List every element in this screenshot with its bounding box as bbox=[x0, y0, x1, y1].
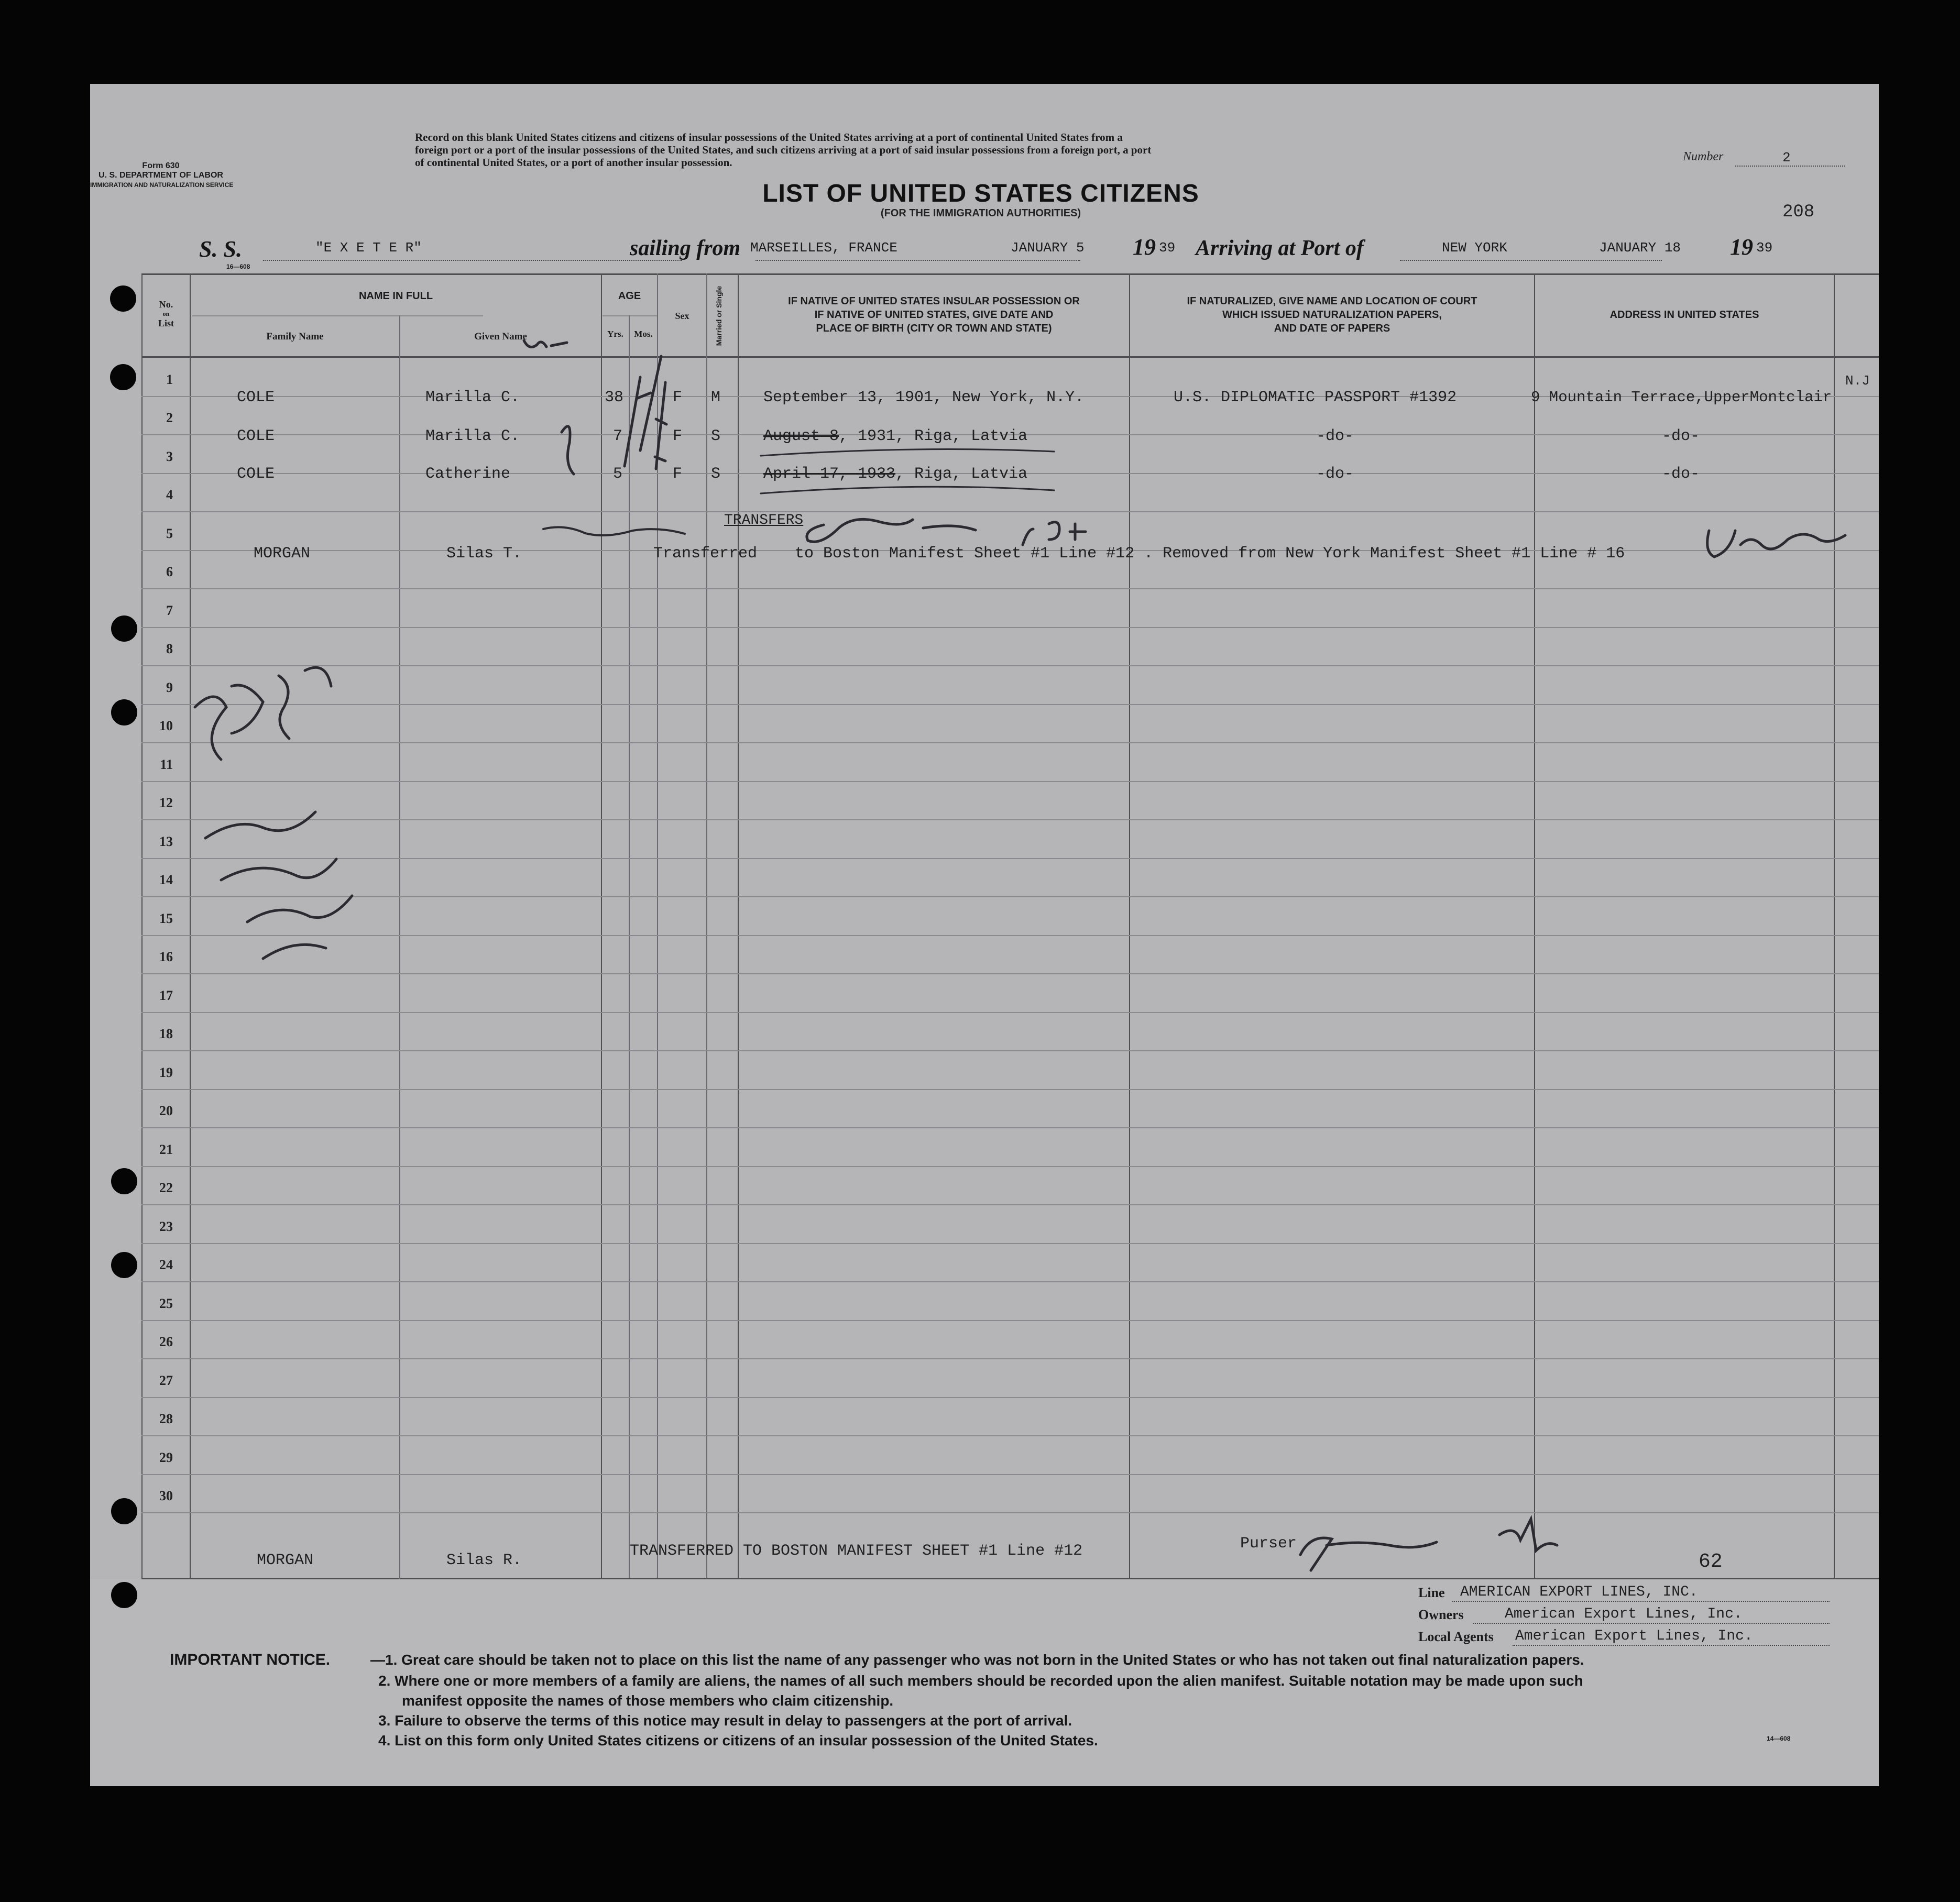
birth-text: , Riga, Latvia bbox=[895, 465, 1028, 483]
passenger-age-years: 7 bbox=[613, 427, 623, 445]
col-header-yrs: Yrs. bbox=[607, 329, 623, 339]
initials-scrawl bbox=[807, 519, 976, 542]
passenger-given-name: Catherine bbox=[425, 465, 511, 483]
line-number: 11 bbox=[160, 757, 173, 772]
transfer-family-name: MORGAN bbox=[254, 545, 311, 563]
agents-value: American Export Lines, Inc. bbox=[1515, 1628, 1753, 1644]
passenger-naturalization: U.S. DIPLOMATIC PASSPORT #1392 bbox=[1174, 389, 1457, 406]
margin-signature bbox=[195, 667, 331, 760]
page-subtitle: (FOR THE IMMIGRATION AUTHORITIES) bbox=[880, 207, 1081, 219]
passenger-address: 9 Mountain Terrace,UpperMontclair bbox=[1531, 389, 1832, 406]
line-number: 22 bbox=[159, 1180, 173, 1195]
form-number: Form 630 bbox=[142, 161, 180, 170]
sailing-label: sailing from bbox=[630, 236, 741, 260]
header-text: WHICH ISSUED NATURALIZATION PAPERS, bbox=[1222, 309, 1442, 321]
strike-marks bbox=[761, 449, 1054, 494]
agents-label: Local Agents bbox=[1418, 1629, 1494, 1644]
notice-item: 4. List on this form only United States citizens or citizens of an insular possession of the United States. bbox=[378, 1732, 1098, 1749]
from-port: MARSEILLES, FRANCE bbox=[750, 240, 897, 256]
line-number: 20 bbox=[159, 1103, 173, 1118]
margin-signature bbox=[205, 812, 352, 959]
line-number: 5 bbox=[166, 526, 173, 541]
page-count: 62 bbox=[1699, 1551, 1723, 1573]
line-number: 23 bbox=[159, 1219, 173, 1234]
line-number: 2 bbox=[166, 410, 173, 425]
arrival-year-prefix: 19 bbox=[1730, 234, 1753, 260]
punch-hole bbox=[111, 1252, 137, 1278]
col-header-address: ADDRESS IN UNITED STATES bbox=[1609, 309, 1759, 321]
line-value: AMERICAN EXPORT LINES, INC. bbox=[1460, 1584, 1698, 1600]
instruction-line: of continental United States, or a port of another insular possession. bbox=[415, 156, 732, 169]
purser-label: Purser bbox=[1240, 1535, 1297, 1553]
line-number: 10 bbox=[159, 718, 173, 733]
birth-struck-text: April 17, 1933 bbox=[763, 465, 896, 483]
col-header-mos: Mos. bbox=[634, 329, 653, 339]
arrival-date: JANUARY 18 bbox=[1599, 240, 1681, 256]
age-checkmarks bbox=[655, 382, 666, 469]
time-annotation bbox=[1023, 522, 1086, 545]
transfer-given-name: Silas T. bbox=[446, 545, 522, 563]
punch-hole bbox=[111, 1168, 137, 1194]
line-number: 19 bbox=[159, 1065, 173, 1080]
line-number: 3 bbox=[166, 449, 173, 464]
ship-name: "E X E T E R" bbox=[315, 240, 422, 256]
passenger-address: -do- bbox=[1662, 465, 1700, 483]
passenger-marital-status: S bbox=[711, 427, 721, 445]
margin-initials bbox=[1707, 531, 1845, 557]
line-number: 9 bbox=[166, 680, 173, 695]
line-number: 14 bbox=[159, 872, 173, 887]
passenger-age-years: 38 bbox=[605, 389, 624, 406]
passenger-address: -do- bbox=[1662, 427, 1700, 445]
line-number: 30 bbox=[159, 1488, 173, 1503]
passenger-given-name: Marilla C. bbox=[425, 389, 520, 406]
passenger-family-name: COLE bbox=[237, 427, 275, 445]
passenger-family-name: COLE bbox=[237, 465, 275, 483]
purser-signature bbox=[1300, 1538, 1437, 1570]
punch-hole bbox=[111, 1582, 137, 1608]
sail-date: JANUARY 5 bbox=[1011, 240, 1085, 256]
line-number: 15 bbox=[159, 911, 173, 926]
header-text: IF NATIVE OF UNITED STATES, GIVE DATE AND bbox=[814, 309, 1054, 321]
birth-text: , 1931, Riga, Latvia bbox=[839, 427, 1028, 445]
number-value: 2 bbox=[1782, 150, 1791, 166]
col-header-name-in-full: NAME IN FULL bbox=[358, 290, 433, 302]
age-checkmarks bbox=[625, 356, 661, 466]
transfers-heading: TRANSFERS bbox=[724, 512, 804, 529]
header-text: IF NATURALIZED, GIVE NAME AND LOCATION OF COURT bbox=[1187, 295, 1477, 307]
bracket-mark bbox=[562, 426, 574, 474]
col-header-married-single: Married or Single bbox=[715, 285, 723, 346]
passenger-marital-status: M bbox=[711, 389, 721, 406]
line-number: 16 bbox=[159, 949, 173, 964]
header-text: No. bbox=[159, 299, 173, 310]
page-stamp: 208 bbox=[1782, 202, 1815, 222]
sail-year-prefix: 19 bbox=[1133, 234, 1156, 260]
to-port: NEW YORK bbox=[1442, 240, 1507, 256]
line-number: 6 bbox=[166, 564, 173, 579]
punch-hole bbox=[111, 615, 137, 642]
header-text: IF NATIVE OF UNITED STATES INSULAR POSSESSION OR bbox=[788, 295, 1080, 307]
punch-hole bbox=[111, 1498, 137, 1524]
number-label: Number bbox=[1683, 150, 1724, 163]
line-number: 8 bbox=[166, 641, 173, 656]
footer-given-name: Silas R. bbox=[446, 1552, 522, 1569]
handwriting-overlay bbox=[90, 84, 1879, 1786]
notice-item: manifest opposite the names of those members who claim citizenship. bbox=[402, 1692, 894, 1709]
punch-hole bbox=[110, 364, 136, 390]
header-text: on bbox=[162, 310, 170, 317]
owners-value: American Export Lines, Inc. bbox=[1505, 1606, 1743, 1622]
line-number: 29 bbox=[159, 1450, 173, 1465]
passenger-naturalization: -do- bbox=[1316, 427, 1354, 445]
line-number: 28 bbox=[159, 1411, 173, 1426]
owners-label: Owners bbox=[1418, 1607, 1464, 1622]
passenger-sex: F bbox=[673, 427, 683, 445]
col-header-age: AGE bbox=[618, 290, 641, 302]
line-number: 24 bbox=[159, 1257, 173, 1272]
passenger-family-name: COLE bbox=[237, 389, 275, 406]
header-text: PLACE OF BIRTH (CITY OR TOWN AND STATE) bbox=[816, 323, 1052, 334]
arriving-label: Arriving at Port of bbox=[1196, 236, 1364, 260]
punch-hole bbox=[111, 699, 137, 725]
header-text: List bbox=[158, 318, 174, 328]
notice-item: —1. Great care should be taken not to place on this list the name of any passenger who was not born in the United States or who has not taken out final naturalization papers. bbox=[370, 1652, 1584, 1668]
passenger-marital-status: S bbox=[711, 465, 721, 483]
sail-year: 39 bbox=[1159, 240, 1176, 256]
age-annotation bbox=[524, 340, 567, 347]
footer-transfer-text: TRANSFERRED TO BOSTON MANIFEST SHEET #1 Line #12 bbox=[630, 1542, 1083, 1560]
line-number: 21 bbox=[159, 1142, 173, 1157]
department-name: U. S. DEPARTMENT OF LABOR bbox=[98, 171, 223, 180]
transfer-text-a: Transferred bbox=[653, 545, 758, 563]
purser-initial-line bbox=[543, 527, 685, 535]
instruction-line: Record on this blank United States citizens and citizens of insular possessions of the United States arriving at a port of continental United States from a bbox=[415, 131, 1123, 144]
passenger-sex: F bbox=[673, 465, 683, 483]
service-name: IMMIGRATION AND NATURALIZATION SERVICE bbox=[90, 181, 234, 189]
passenger-birth: September 13, 1901, New York, N.Y. bbox=[763, 389, 1085, 406]
passenger-age-years: 5 bbox=[613, 465, 623, 483]
instruction-line: foreign port or a port of the insular possessions of the United States, and such citizens arriving at a port of said insular possessions from a foreign port, a port bbox=[415, 144, 1152, 156]
print-code: 16—608 bbox=[226, 263, 250, 270]
passenger-sex: F bbox=[673, 389, 683, 406]
passenger-given-name: Marilla C. bbox=[425, 427, 520, 445]
notice-code: 14—608 bbox=[1767, 1735, 1791, 1742]
footer-family-name: MORGAN bbox=[257, 1552, 314, 1569]
purser-signature-initials bbox=[1499, 1519, 1557, 1551]
col-header-given-name: Given Name bbox=[474, 331, 527, 342]
line-number: 13 bbox=[159, 834, 173, 849]
line-number: 4 bbox=[166, 487, 173, 502]
col-header-family-name: Family Name bbox=[266, 331, 324, 342]
notice-item: 3. Failure to observe the terms of this notice may result in delay to passengers at the port of arrival. bbox=[378, 1712, 1072, 1729]
line-number: 27 bbox=[159, 1373, 173, 1388]
line-number: 26 bbox=[159, 1334, 173, 1349]
notice-item: 2. Where one or more members of a family are aliens, the names of all such members should be recorded upon the alien manifest. Suitable notation may be made upon such bbox=[378, 1673, 1583, 1689]
ss-label: S. S. bbox=[199, 236, 242, 262]
line-number: 18 bbox=[159, 1026, 173, 1041]
line-number: 12 bbox=[159, 795, 173, 810]
passenger-address-state: N.J bbox=[1845, 373, 1870, 389]
transfer-text-b: to Boston Manifest Sheet #1 Line #12 . Removed from New York Manifest Sheet #1 Line # 16 bbox=[795, 545, 1625, 563]
birth-struck-text: August 8 bbox=[763, 427, 839, 445]
line-number: 1 bbox=[166, 372, 173, 387]
col-header-sex: Sex bbox=[675, 311, 689, 321]
passenger-naturalization: -do- bbox=[1316, 465, 1354, 483]
manifest-sheet bbox=[90, 84, 1879, 1786]
line-label: Line bbox=[1418, 1585, 1445, 1600]
line-number: 25 bbox=[159, 1296, 173, 1311]
line-number: 7 bbox=[166, 603, 173, 618]
arrival-year: 39 bbox=[1756, 240, 1773, 256]
line-number: 17 bbox=[159, 988, 173, 1003]
page-title: LIST OF UNITED STATES CITIZENS bbox=[762, 180, 1199, 207]
notice-heading: IMPORTANT NOTICE. bbox=[170, 1651, 331, 1668]
punch-hole bbox=[110, 285, 136, 312]
header-text: AND DATE OF PAPERS bbox=[1274, 323, 1390, 334]
